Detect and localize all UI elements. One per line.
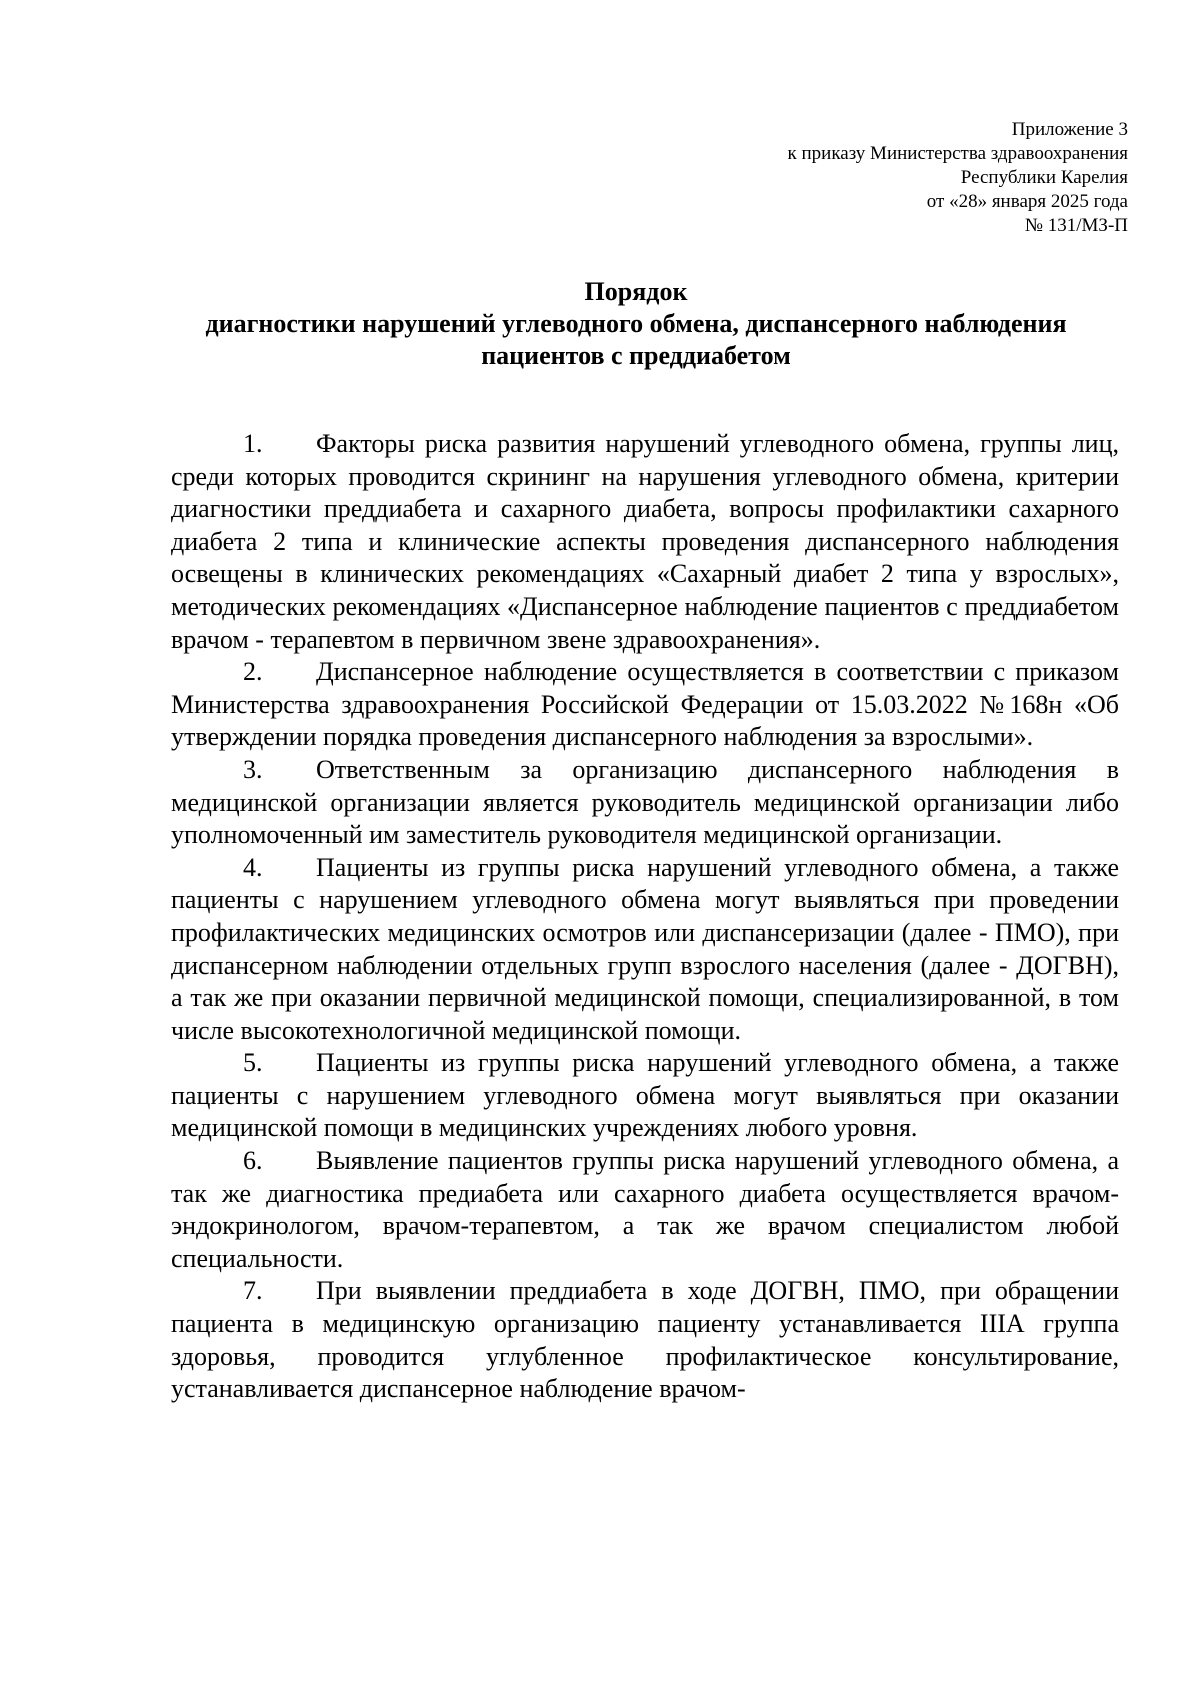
approval-region-line: Республики Карелия [960,167,1128,188]
paragraph-text: Ответственным за организацию диспансерного наблюдения в медицинской организации является руководитель медицинской организации либо уполномоченный им заместитель руководителя медицинской организации. [171,754,1119,850]
document-body [171,428,1119,1406]
paragraph-text: Выявление пациентов группы риска нарушений углеводного обмена, а так же диагностика предиабета или сахарного диабета осуществляется врачом-эндокринологом, врачом-терапевтом, а так же врачом специалистом любой специальности. [171,1146,1119,1273]
paragraph-6 [171,1145,1119,1275]
paragraph-2 [171,656,1119,754]
paragraph-text: Диспансерное наблюдение осуществляется в соответствии с приказом Министерства здравоохранения Российской Федерации от 15.03.2022 №168н «Об утверждении порядка проведения диспансерного наблюдения за взрослыми». [171,657,1119,752]
paragraph-1 [171,428,1119,656]
paragraph-text: Пациенты из группы риска нарушений углеводного обмена, а также пациенты с нарушением углеводного обмена могут выявляться при оказании медицинской помощи в медицинских учреждениях любого уровня. [171,1048,1119,1143]
paragraph-text: Пациенты из группы риска нарушений углеводного обмена, а также пациенты с нарушением углеводного обмена могут выявляться при проведении профилактических медицинских осмотров или диспансеризации (далее - ПМО), при диспансерном наблюдении отдельных групп взрослого населения (далее - ДОГВН), а так же при оказании первичной медицинской помощи, специализированной, в том числе высокотехнологичной медицинской помощи. [171,852,1119,1045]
paragraph-7 [171,1275,1119,1405]
paragraph-number: 4. [243,852,263,882]
paragraph-text: Факторы риска развития нарушений углеводного обмена, группы лиц, среди которых проводится скрининг на нарушения углеводного обмена, критерии диагностики преддиабета и сахарного диабета, вопросы профилактики сахарного диабета 2 типа и клинические аспекты проведения диспансерного наблюдения освещены в клинических рекомендациях «Сахарный диабет 2 типа у взрослых», методических рекомендациях «Диспансерное наблюдение пациентов с преддиабетом врачом - терапевтом в первичном звене здравоохранения». [171,429,1119,654]
paragraph-number: 7. [243,1276,263,1306]
approval-block [608,118,1128,238]
paragraph-4 [171,852,1119,1048]
paragraph-number: 6. [243,1146,263,1176]
paragraph-number: 3. [243,754,263,784]
paragraph-5 [171,1047,1119,1145]
paragraph-3 [171,754,1119,852]
paragraph-number: 2. [243,657,263,687]
document-title [160,276,1112,372]
approval-date-line: от «28» января 2025 года [926,191,1128,212]
paragraph-text: При выявлении преддиабета в ходе ДОГВН, ПМО, при обращении пациента в медицинскую организацию пациенту устанавливается IIIА группа здоровья, проводится углубленное профилактическое консультирование, устанавливается диспансерное наблюдение врачом- [171,1276,1119,1404]
paragraph-number: 5. [243,1048,263,1078]
title-line-2: диагностики нарушений углеводного обмена, диспансерного наблюдения [205,309,1067,338]
paragraph-number: 1. [243,429,263,458]
title-line-3: пациентов с преддиабетом [481,341,791,370]
approval-appendix-line: Приложение 3 [1011,119,1128,140]
approval-number-line: № 131/МЗ-П [1024,215,1128,236]
title-line-1: Порядок [584,277,688,306]
approval-order-line: к приказу Министерства здравоохранения [787,143,1128,164]
